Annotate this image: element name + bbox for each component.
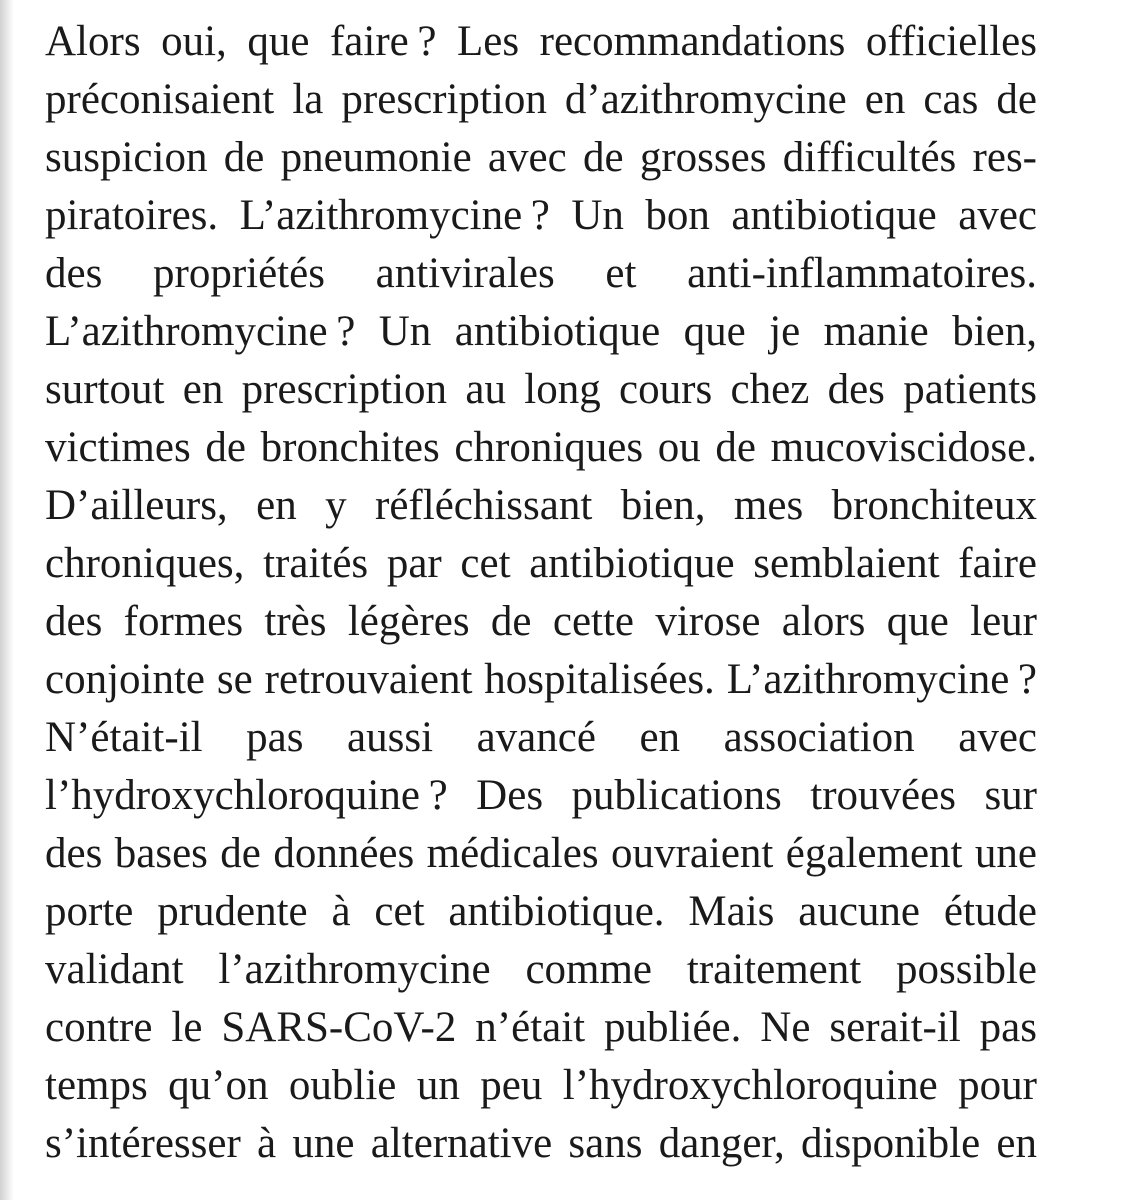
text-line: porte prudente à cet antibiotique. Mais aucune étude (45, 888, 1037, 935)
text-line: préconisaient la prescription d’azithromycine en cas de (45, 76, 1037, 123)
text-line: des propriétés antivirales et anti-inflammatoires. (45, 250, 1037, 297)
page-gutter-shadow (0, 0, 14, 1200)
text-line: chroniques, traités par cet antibiotique semblaient faire (45, 540, 1037, 587)
text-line: victimes de bronchites chroniques ou de mucoviscidose. (45, 424, 1037, 471)
text-line: N’était-il pas aussi avancé en association avec (45, 714, 1037, 761)
text-line: validant l’azithromycine comme traitement possible (45, 946, 1037, 993)
text-line: contre le SARS-CoV-2 n’était publiée. Ne serait-il pas (45, 1004, 1037, 1051)
text-line: suspicion de pneumonie avec de grosses difficultés res- (45, 134, 1037, 181)
text-line: s’intéresser à une alternative sans danger, disponible en (45, 1120, 1037, 1167)
text-line: temps qu’on oublie un peu l’hydroxychloroquine pour (45, 1062, 1037, 1109)
text-line: l’hydroxychloroquine ? Des publications trouvées sur (45, 772, 1037, 819)
text-line: piratoires. L’azithromycine ? Un bon antibiotique avec (45, 192, 1037, 239)
body-paragraph (45, 13, 1037, 1173)
text-line: surtout en prescription au long cours chez des patients (45, 366, 1037, 413)
text-line: L’azithromycine ? Un antibiotique que je manie bien, (45, 308, 1037, 355)
text-line: des formes très légères de cette virose alors que leur (45, 598, 1037, 645)
text-line: Alors oui, que faire ? Les recommandations officielles (45, 18, 1037, 65)
text-line: des bases de données médicales ouvraient également une (45, 830, 1037, 877)
text-line: D’ailleurs, en y réfléchissant bien, mes bronchiteux (45, 482, 1037, 529)
text-line: conjointe se retrouvaient hospitalisées. L’azithromycine ? (45, 656, 1037, 703)
